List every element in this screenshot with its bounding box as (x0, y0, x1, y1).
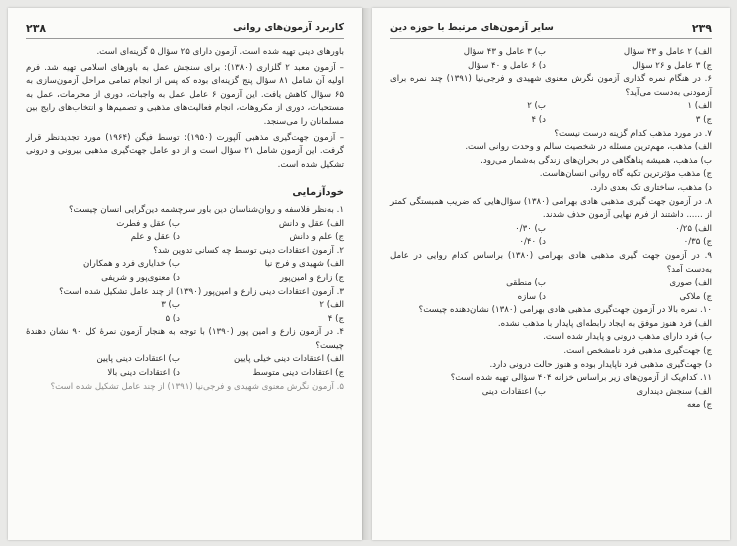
option: ج) علم و دانش (289, 232, 344, 243)
right-page (372, 8, 730, 540)
option: الف) ۰/۲۵ (675, 223, 712, 234)
option: ب) ۳ (161, 300, 180, 311)
option: ج) جهت‌گیری مذهبی فرد نامشخص است. (563, 346, 712, 357)
option: الف) صوری (669, 278, 712, 289)
option: ب) ۰/۳۰ (515, 223, 546, 234)
option: الف) ۲ (319, 300, 344, 311)
question-options (26, 258, 344, 285)
option: د) ۴ (531, 114, 546, 125)
question-options (26, 353, 344, 380)
right-page-header (390, 18, 712, 39)
cut-off-line: ۵. آزمون نگرش معنوی شهیدی و فرجی‌نیا (۱۳۹۱) از چند عامل تشکیل شده است؟ (50, 381, 344, 392)
paragraph: باورهای دینی تهیه شده است. آزمون دارای ۲۵ سؤال ۵ گزینه‌ای است. (96, 47, 344, 57)
question-options (390, 141, 712, 195)
right-page-running-title: سایر آزمون‌های مرتبط با حوزه دین (390, 22, 554, 33)
option: ب) اعتقادات دینی (481, 386, 546, 397)
option: ج) اعتقادات دینی متوسط (252, 368, 344, 379)
question-options (390, 277, 712, 304)
option: ب) فرد دارای مذهب درونی و پایدار شده است. (543, 332, 712, 343)
paragraph: – آزمون جهت‌گیری مذهبی آلپورت (۱۹۵۰): توسط فیگن (۱۹۶۴) مورد تجدیدنظر قرار گرفت. این آزمون شامل ۲۱ سؤال است و از دو عامل جهت‌گیری مذهبی بیرونی و درونی تشکیل شده است. (26, 132, 344, 170)
option: الف) شهیدی و فرج نیا (264, 259, 344, 270)
option: الف) ۲ عامل و ۴۳ سؤال (623, 47, 712, 57)
left-page (8, 8, 362, 540)
option: ب) مذهب، همیشه پناهگاهی در بحران‌های زندگی به‌شمار می‌رود. (480, 155, 712, 166)
option: ج) معه (687, 400, 712, 411)
option: د) ۰/۴۰ (519, 237, 546, 248)
question-options (26, 299, 344, 326)
question: ۴. در آزمون زارع و امین پور (۱۳۹۰) با توجه به هنجار آزمون نمرهٔ کل ۹۰ نشان دهندهٔ چیست؟ (26, 327, 344, 351)
option: الف) ۱ (687, 101, 712, 112)
option: د) سازه (517, 291, 546, 302)
option: ج) زارع و امین‌پور (279, 272, 344, 283)
left-page-body (26, 46, 344, 534)
option: ج) ۰/۳۵ (683, 237, 712, 248)
option: ج) مذهب مؤثرترین تکیه گاه روانی انسان‌هاست. (539, 169, 712, 180)
question: ۶. در هنگام نمره گذاری آزمون نگرش معنوی شهیدی و فرجی‌نیا (۱۳۹۱) چند نمره برای آزمودنی به‌دست می‌آید؟ (390, 74, 712, 98)
question: ۹. در آزمون جهت گیری مذهبی هادی بهرامی (۱۳۸۰) براساس کدام روایی در عامل به‌دست آمد؟ (390, 250, 712, 275)
option: د) عقل و علم (130, 232, 180, 243)
paragraph: – آزمون معبد ۲ گلزاری (۱۳۸۰): برای سنجش عمل به باورهای اسلامی تهیه شد. فرم اولیه آن شامل ۸۱ سؤال پنج گزینه‌ای بوده که پس از انجام تمامی مراحل آزمون‌سازی به ۶۵ سؤال کاهش یافت. این آزمون ۶ عامل عمل به واجبات، دوری از محرمات، عمل به مستحبات، دوری از مکروهات، انجام فعالیت‌های مذهبی و تصمیم‌ها و انتخاب‌های رایج بین مسلمانان را می‌سنجد. (26, 62, 344, 127)
option: ج) ۳ (695, 114, 712, 125)
question-options (390, 223, 712, 250)
question-options (390, 46, 712, 73)
option: ب) خدایاری فرد و همکاران (82, 259, 180, 270)
option: الف) مذهب، مهم‌ترین مسئله در شخصیت سالم و وحدت روانی است. (465, 142, 712, 153)
option: د) معنوی‌پور و شریفی (101, 272, 180, 283)
option: د) ۶ عامل و ۴۰ سؤال (468, 60, 546, 71)
option: الف) فرد هنوز موفق به ایجاد رابطه‌ای پایدار با مذهب نشده. (497, 318, 712, 329)
question: ۱. به‌نظر فلاسفه و روان‌شناسان دین باور سرچشمه دین‌گرایی انسان چیست؟ (69, 204, 344, 215)
question-options (390, 318, 712, 372)
right-page-body (390, 46, 712, 534)
option: ب) منطقی (506, 278, 546, 289)
right-page-number: ۲۳۹ (691, 22, 712, 35)
option: ج) ملاکی (679, 291, 712, 302)
question-options (26, 218, 344, 245)
question-options (390, 100, 712, 127)
left-page-number: ۲۳۸ (26, 22, 47, 35)
section-title: خودآزمایی (292, 187, 344, 199)
left-page-running-title: کاربرد آزمون‌های روانی (233, 22, 344, 33)
option: ج) ۴ (327, 313, 344, 324)
option: د) اعتقادات دینی بالا (107, 368, 180, 379)
question: ۳. آزمون اعتقادات دینی زارع و امین‌پور (۱۳۹۰) از چند عامل تشکیل شده است؟ (59, 286, 344, 297)
book-fold (362, 8, 372, 540)
option: د) مذهب، ساختاری تک بعدی دارد. (590, 182, 712, 193)
option: الف) عقل و دانش (278, 218, 344, 229)
option: د) جهت‌گیری مذهبی فرد ناپایدار بوده و هنوز حالت درونی دارد. (489, 359, 712, 370)
option: د) ۵ (165, 313, 180, 324)
option: الف) سنجش دینداری (636, 386, 712, 397)
option: الف) اعتقادات دینی خیلی پایین (234, 354, 344, 365)
option: ج) ۳ عامل و ۲۶ سؤال (632, 60, 712, 71)
option: ب) ۳ عامل و ۴۳ سؤال (463, 47, 546, 57)
option: ب) اعتقادات دینی پایین (96, 354, 180, 365)
question: ۷. در مورد مذهب کدام گزینه درست نیست؟ (554, 128, 712, 139)
question-options (390, 386, 712, 413)
option: ب) ۲ (527, 101, 546, 112)
question: ۱۰. نمره بالا در آزمون جهت‌گیری مذهبی هادی بهرامی (۱۳۸۰) نشان‌دهنده چیست؟ (418, 305, 712, 316)
left-page-header (26, 18, 344, 39)
question: ۸. در آزمون جهت گیری مذهبی هادی بهرامی (۱۳۸۰) سؤال‌هایی که ضریب همبستگی کمتر از ...... داشتند از فرم نهایی آزمون حذف شدند. (390, 196, 712, 221)
question: ۱۱. کدام‌یک از آزمون‌های زیر براساس خزانه ۴۰۴ سؤالی تهیه شده است؟ (450, 373, 712, 384)
question: ۲. آزمون اعتقادات دینی توسط چه کسانی تدوین شد؟ (153, 245, 344, 256)
option: ب) عقل و فطرت (116, 218, 180, 229)
